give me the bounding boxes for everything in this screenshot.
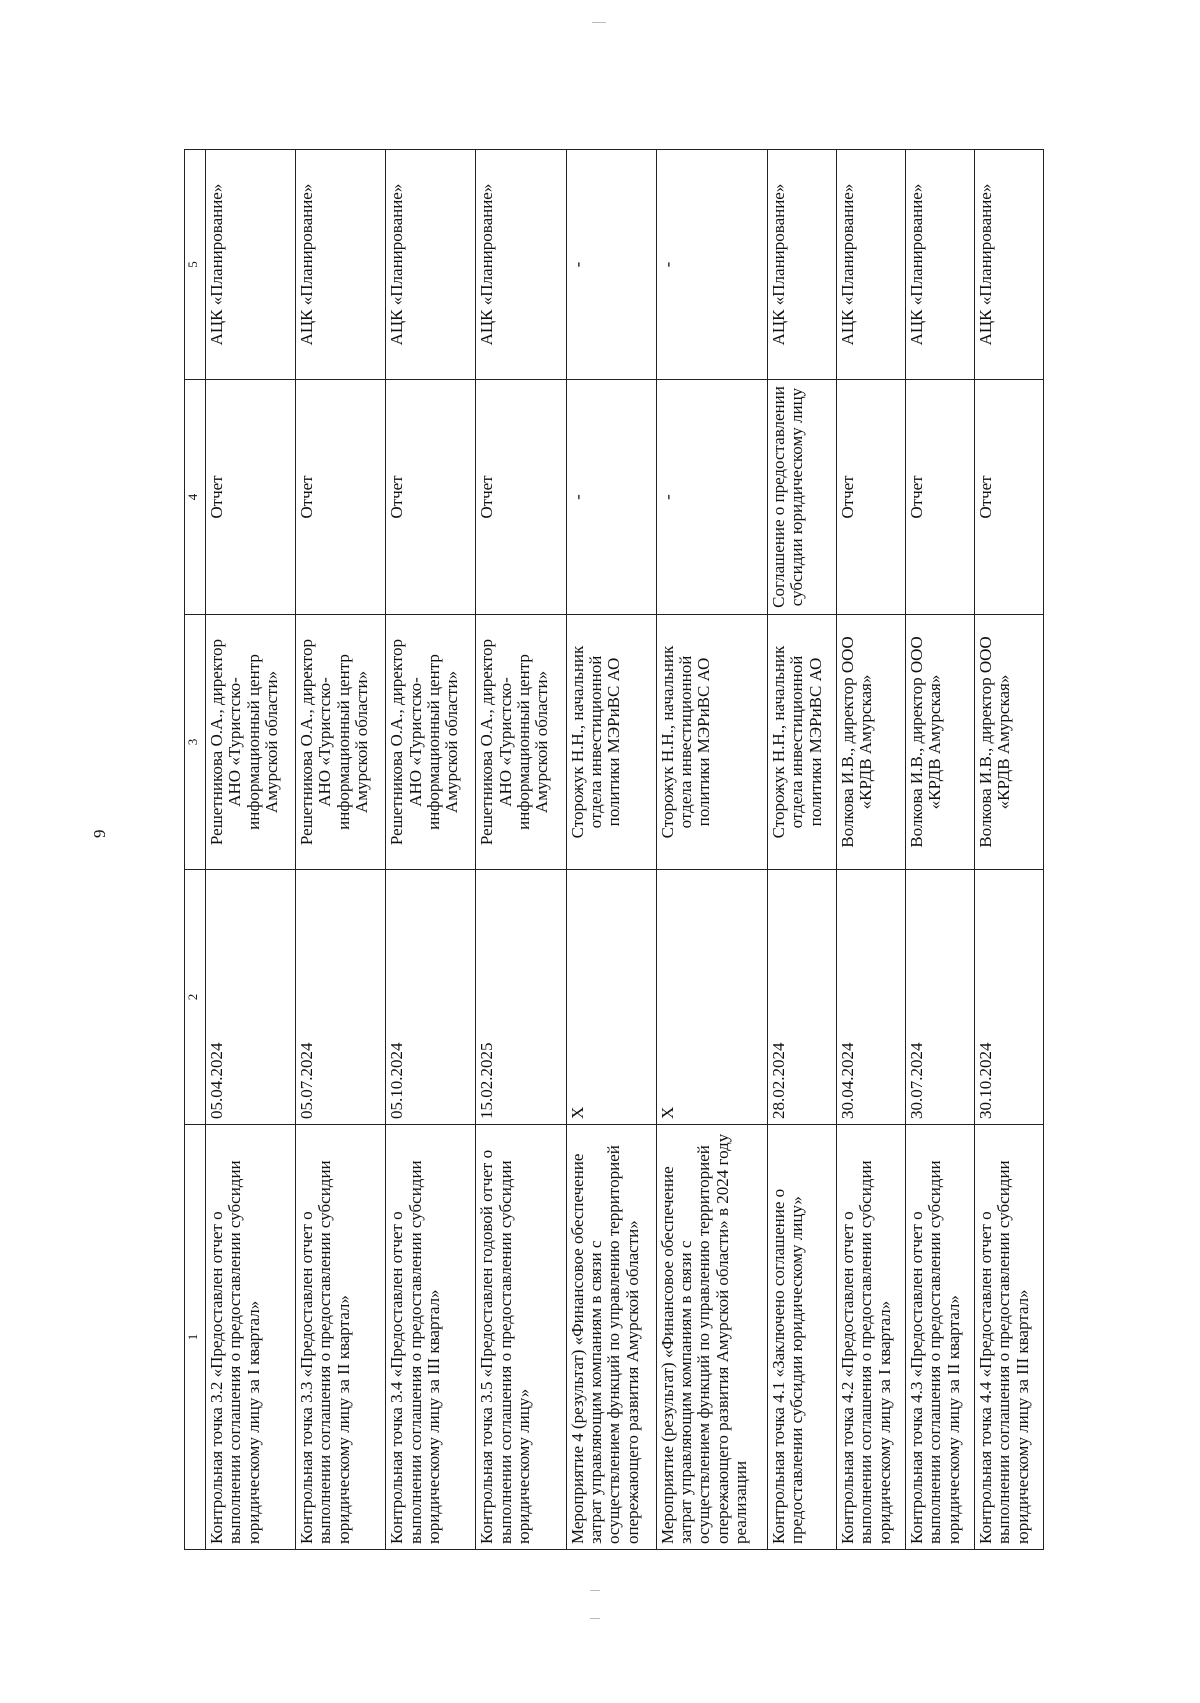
responsible-cell: Волкова И.В., директор ООО «КРДВ Амурская»	[836, 615, 905, 870]
responsible-cell: Сторожук Н.Н., начальник отдела инвестиционной политики МЭРиВС АО	[656, 615, 767, 870]
table-row	[767, 150, 836, 1550]
document-cell: Отчет	[386, 380, 476, 615]
table-row	[905, 150, 974, 1550]
system-cell: АЦК «Планирование»	[905, 150, 974, 380]
event-cell: Мероприятие (результат) «Финансовое обеспечение затрат управляющим компаниям в связи с осуществлением функций по управлению территорией опережающего развития Амурской области» в 2024 году реализации	[656, 1125, 767, 1550]
table-row	[836, 150, 905, 1550]
system-cell: АЦК «Планирование»	[386, 150, 476, 380]
responsible-cell: Сторожук Н.Н., начальник отдела инвестиционной политики МЭРиВС АО	[566, 615, 656, 870]
date-cell: 15.02.2025	[476, 870, 566, 1125]
scan-speck	[590, 1590, 600, 1591]
table-row	[656, 150, 767, 1550]
document-cell: Отчет	[974, 380, 1043, 615]
responsible-cell: Волкова И.В., директор ООО «КРДВ Амурская»	[974, 615, 1043, 870]
event-cell: Контрольная точка 4.3 «Предоставлен отчет о выполнении соглашения о предоставлении субсидии юридическому лицу за II квартал»	[905, 1125, 974, 1550]
table-row	[386, 150, 476, 1550]
column-header: 4	[185, 380, 206, 615]
system-cell: АЦК «Планирование»	[296, 150, 386, 380]
event-cell: Контрольная точка 3.3 «Предоставлен отчет о выполнении соглашения о предоставлении субсидии юридическому лицу за II квартал»	[296, 1125, 386, 1550]
date-cell: X	[566, 870, 656, 1125]
system-cell: АЦК «Планирование»	[476, 150, 566, 380]
document-cell: Отчет	[206, 380, 296, 615]
date-cell: 28.02.2024	[767, 870, 836, 1125]
column-header: 3	[185, 615, 206, 870]
document-cell: Отчет	[905, 380, 974, 615]
event-cell: Контрольная точка 3.2 «Предоставлен отчет о выполнении соглашения о предоставлении субсидии юридическому лицу за I квартал»	[206, 1125, 296, 1550]
column-header: 5	[185, 150, 206, 380]
document-cell: Соглашение о предоставлении субсидии юридическому лицу	[767, 380, 836, 615]
table-header-row	[185, 150, 206, 1550]
responsible-cell: Решетникова О.А., директор АНО «Туристско-информационный центр Амурской области»	[476, 615, 566, 870]
event-cell: Мероприятие 4 (результат) «Финансовое обеспечение затрат управляющим компаниям в связи с осуществлением функций по управлению территорией опережающего развития Амурской области»	[566, 1125, 656, 1550]
date-cell: 05.10.2024	[386, 870, 476, 1125]
document-cell: -	[566, 380, 656, 615]
scan-speck	[592, 22, 606, 23]
responsible-cell: Решетникова О.А., директор АНО «Туристско-информационный центр Амурской области»	[296, 615, 386, 870]
table-row	[974, 150, 1043, 1550]
date-cell: X	[656, 870, 767, 1125]
column-header: 2	[185, 870, 206, 1125]
date-cell: 05.07.2024	[296, 870, 386, 1125]
responsible-cell: Волкова И.В., директор ООО «КРДВ Амурская»	[905, 615, 974, 870]
event-cell: Контрольная точка 4.4 «Предоставлен отчет о выполнении соглашения о предоставлении субсидии юридическому лицу за III квартал»	[974, 1125, 1043, 1550]
system-cell: -	[656, 150, 767, 380]
table-row	[206, 150, 296, 1550]
system-cell: -	[566, 150, 656, 380]
plan-table	[184, 149, 1044, 1550]
event-cell: Контрольная точка 3.5 «Предоставлен годовой отчет о выполнении соглашения о предоставлении субсидии юридическому лицу»	[476, 1125, 566, 1550]
document-cell: Отчет	[476, 380, 566, 615]
table-row	[566, 150, 656, 1550]
date-cell: 30.04.2024	[836, 870, 905, 1125]
date-cell: 30.10.2024	[974, 870, 1043, 1125]
document-cell: Отчет	[836, 380, 905, 615]
event-cell: Контрольная точка 4.2 «Предоставлен отчет о выполнении соглашения о предоставлении субсидии юридическому лицу за I квартал»	[836, 1125, 905, 1550]
date-cell: 05.04.2024	[206, 870, 296, 1125]
table-row	[476, 150, 566, 1550]
event-cell: Контрольная точка 4.1 «Заключено соглашение о предоставлении субсидии юридическому лицу»	[767, 1125, 836, 1550]
system-cell: АЦК «Планирование»	[206, 150, 296, 380]
table-row	[296, 150, 386, 1550]
column-header: 1	[185, 1125, 206, 1550]
responsible-cell: Решетникова О.А., директор АНО «Туристско-информационный центр Амурской области»	[386, 615, 476, 870]
scan-speck	[590, 1618, 600, 1619]
document-cell: -	[656, 380, 767, 615]
document-cell: Отчет	[296, 380, 386, 615]
page-number: 9	[90, 829, 109, 838]
system-cell: АЦК «Планирование»	[836, 150, 905, 380]
system-cell: АЦК «Планирование»	[974, 150, 1043, 380]
event-cell: Контрольная точка 3.4 «Предоставлен отчет о выполнении соглашения о предоставлении субсидии юридическому лицу за III квартал»	[386, 1125, 476, 1550]
responsible-cell: Сторожук Н.Н., начальник отдела инвестиционной политики МЭРиВС АО	[767, 615, 836, 870]
responsible-cell: Решетникова О.А., директор АНО «Туристско-информационный центр Амурской области»	[206, 615, 296, 870]
date-cell: 30.07.2024	[905, 870, 974, 1125]
rotated-table-container	[184, 150, 1044, 1550]
system-cell: АЦК «Планирование»	[767, 150, 836, 380]
